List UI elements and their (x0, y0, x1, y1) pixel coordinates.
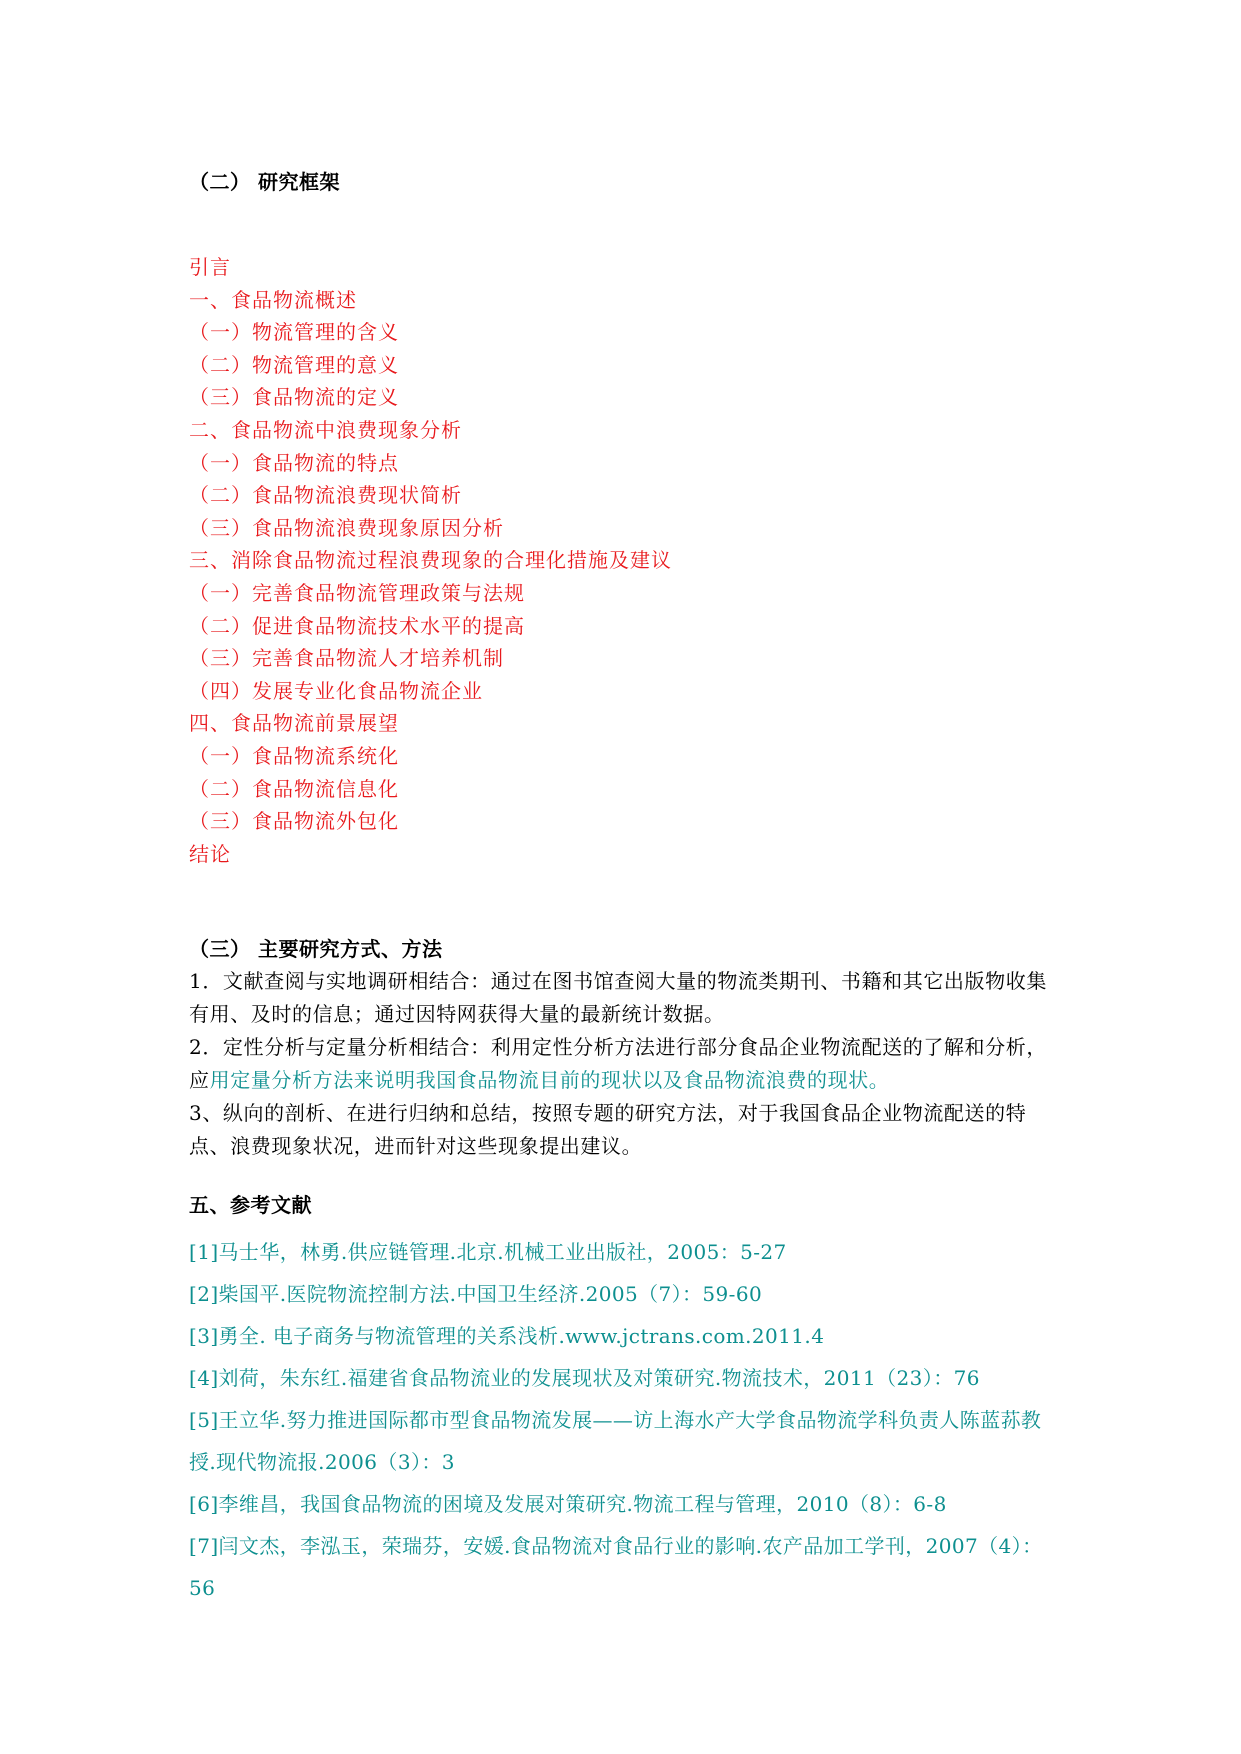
outline-item: 四、食品物流前景展望 (189, 711, 399, 736)
outline-item: （一）食品物流系统化 (189, 743, 399, 768)
method-item-2-text: 2．定性分析与定量分析相结合：利用定性分析方法进行部分食品企业物流配送的了解和分析，应 (189, 1035, 1047, 1092)
method-item-3: 3、纵向的剖析、在进行归纳和总结，按照专题的研究方法，对于我国食品企业物流配送的特点、浪费现象状况，进而针对这些现象提出建议。 (189, 1101, 1027, 1158)
reference-item: [7]闫文杰，李泓玉，荣瑞芬，安媛.食品物流对食品行业的影响.农产品加工学刊，2007（4）：56 (189, 1534, 1043, 1600)
outline-item: （一）完善食品物流管理政策与法规 (189, 580, 525, 605)
section-methods-title: （三） 主要研究方式、方法 (189, 937, 443, 961)
section-references-title: 五、参考文献 (189, 1193, 312, 1217)
reference-item: [2]柴国平.医院物流控制方法.中国卫生经济.2005（7）：59-60 (189, 1282, 763, 1306)
outline-item: （二）食品物流信息化 (189, 776, 399, 801)
outline-item: 结论 (189, 841, 231, 866)
outline-item: 一、食品物流概述 (189, 287, 357, 312)
method-item-1: 1．文献查阅与实地调研相结合：通过在图书馆查阅大量的物流类期刊、书籍和其它出版物收集有用、及时的信息；通过因特网获得大量的最新统计数据。 (189, 969, 1047, 1026)
section-framework-title: （二） 研究框架 (189, 170, 340, 194)
outline-item: （三）完善食品物流人才培养机制 (189, 646, 504, 671)
reference-list (189, 1231, 1059, 1609)
outline-item: （一）食品物流的特点 (189, 450, 399, 475)
method-item-2 (189, 1031, 1059, 1097)
outline-item: （三）食品物流外包化 (189, 809, 399, 834)
framework-outline (189, 251, 672, 870)
reference-item: [5]王立华.努力推进国际都市型食品物流发展——访上海水产大学食品物流学科负责人陈蓝荪教授.现代物流报.2006（3）：3 (189, 1408, 1042, 1474)
outline-item: （一）物流管理的含义 (189, 320, 399, 345)
method-item-2-highlight: 用定量分析方法来说明我国食品物流目前的现状以及食品物流浪费的现状。 (209, 1068, 890, 1092)
outline-item: （三）食品物流的定义 (189, 385, 399, 410)
outline-item: （三）食品物流浪费现象原因分析 (189, 515, 504, 540)
outline-item: 二、食品物流中浪费现象分析 (189, 417, 462, 442)
reference-item: [6]李维昌，我国食品物流的困境及发展对策研究.物流工程与管理，2010（8）：6-8 (189, 1492, 947, 1516)
outline-item: 三、消除食品物流过程浪费现象的合理化措施及建议 (189, 548, 672, 573)
outline-item: （四）发展专业化食品物流企业 (189, 678, 483, 703)
outline-item: （二）物流管理的意义 (189, 352, 399, 377)
outline-item: （二）食品物流浪费现状简析 (189, 483, 462, 508)
outline-item: 引言 (189, 255, 231, 279)
reference-item: [3]勇全. 电子商务与物流管理的关系浅析.www.jctrans.com.2011.4 (189, 1324, 825, 1348)
reference-item: [1]马士华，林勇.供应链管理.北京.机械工业出版社，2005：5-27 (189, 1240, 787, 1264)
reference-item: [4]刘荷，朱东红.福建省食品物流业的发展现状及对策研究.物流技术，2011（23）：76 (189, 1366, 980, 1390)
outline-item: （二）促进食品物流技术水平的提高 (189, 613, 525, 638)
